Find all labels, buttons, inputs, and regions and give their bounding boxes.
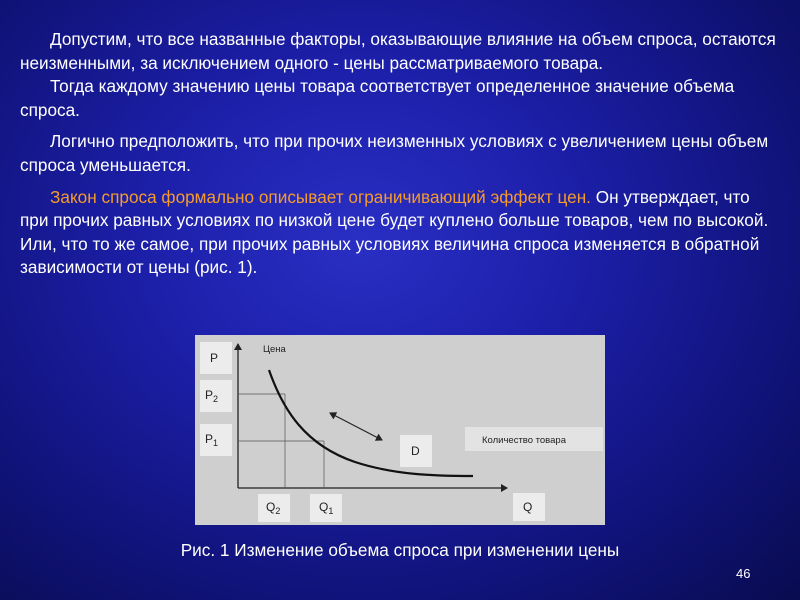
q-label: Q — [523, 500, 533, 514]
paragraph-2: Тогда каждому значению цены товара соответствует определенное значение объема спроса. — [20, 76, 735, 120]
paragraph-3: Логично предположить, что при прочих неизменных условиях с увеличением цены объем спроса уменьшается. — [20, 131, 769, 175]
paragraph-1: Допустим, что все названные факторы, оказывающие влияние на объем спроса, остаются неизменными, за исключением одного - цены рассматриваемого товара. — [20, 29, 776, 73]
demand-curve-diagram — [195, 335, 605, 525]
paragraph-4-rest: Он утверждает, что при прочих равных условиях по низкой цене будет куплено больше товаров, чем по высокой. Или, что то же самое, при прочих равных условиях величина спроса изменяется в обратной зависимости от цены (рис. 1). — [20, 186, 769, 278]
price-axis-label: Цена — [263, 344, 286, 355]
movement-arrow — [330, 413, 382, 440]
demand-curve — [269, 370, 473, 476]
page-number: 46 — [736, 566, 751, 581]
p1-label: $P_1$ — [205, 432, 219, 448]
figure-caption: Рис. 1 Изменение объема спроса при изменении цены — [180, 540, 620, 560]
quantity-axis-label: Количество товара — [482, 435, 566, 446]
curve-label: D — [411, 444, 420, 458]
p2-label: $P_2$ — [205, 388, 219, 404]
demand-curve-figure — [195, 335, 605, 525]
paragraph-4 — [20, 186, 780, 280]
demand-law-highlight: Закон спроса формально описывает ограничивающий эффект цен. — [50, 186, 591, 207]
q1-label: $Q_1$ — [319, 500, 334, 516]
body-text — [20, 28, 780, 280]
p-label: P — [210, 351, 219, 365]
q2-label: $Q_2$ — [266, 500, 281, 516]
